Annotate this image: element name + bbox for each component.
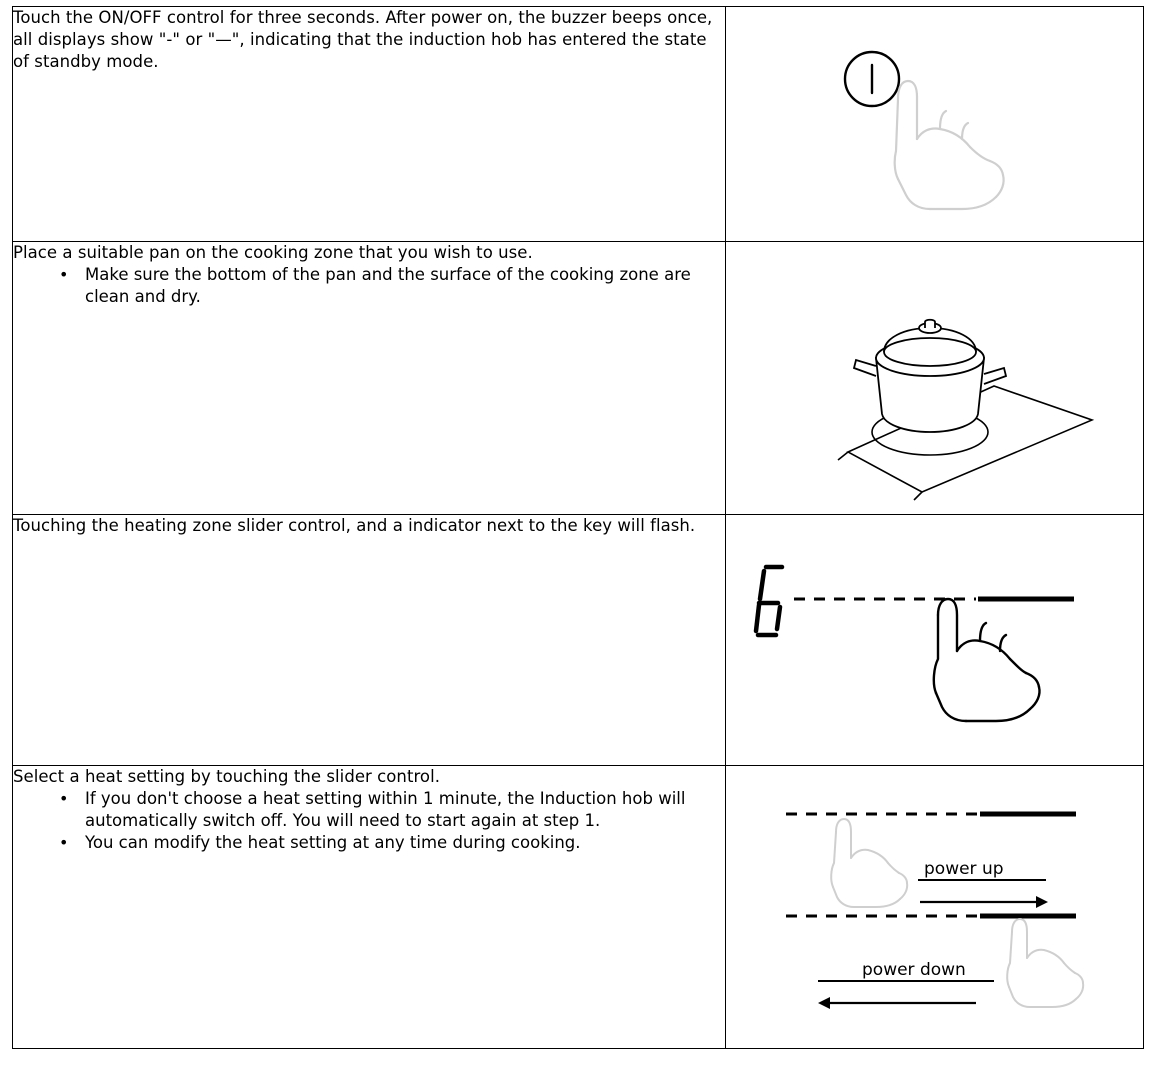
seven-segment-digit-icon — [756, 567, 782, 635]
instruction-steps-table — [12, 6, 1144, 1049]
arrow-right-icon — [918, 880, 1048, 908]
step-text-cell-touch-slider — [13, 515, 726, 766]
slider-touch-svg — [726, 515, 1143, 765]
step-text-power-on: Touch the ON/OFF control for three seconds. After power on, the buzzer beeps once, all displays show "-" or "—", indicating that the induction hob has entered the state of standby mode. — [13, 8, 713, 71]
on-off-touch-svg — [726, 7, 1143, 241]
figure-cell-power-on — [726, 7, 1144, 242]
document-page — [0, 6, 1155, 1067]
step-text-select-heat: Select a heat setting by touching the slider control. — [13, 767, 441, 786]
list-item: • If you don't choose a heat setting within 1 minute, the Induction hob will automatically switch off. You will need to start again at step 1. — [59, 788, 725, 832]
step-bullets-place-pan — [13, 264, 725, 308]
pot-with-lid-icon — [854, 320, 1006, 432]
step-text-place-pan: Place a suitable pan on the cooking zone that you wish to use. — [13, 243, 533, 262]
step-text-cell-power-on — [13, 7, 726, 242]
list-item: • Make sure the bottom of the pan and the surface of the cooking zone are clean and dry. — [59, 264, 725, 308]
figure-cell-touch-slider — [726, 515, 1144, 766]
step-bullets-select-heat — [13, 788, 725, 854]
slider-touch-figure — [726, 515, 1143, 765]
step-text-cell-place-pan — [13, 242, 726, 515]
on-off-touch-figure — [726, 7, 1143, 241]
step-text-cell-select-heat — [13, 766, 726, 1049]
pan-on-cooking-zone-figure — [726, 242, 1143, 514]
hand-finger-touch-icon — [934, 599, 1040, 721]
figure-cell-select-heat — [726, 766, 1144, 1049]
pan-on-cooking-zone-svg — [726, 242, 1143, 514]
table-row — [13, 766, 1144, 1049]
table-row — [13, 515, 1144, 766]
power-up-down-figure — [726, 766, 1143, 1048]
hand-finger-touch-icon — [1007, 919, 1083, 1007]
power-up-label: power up — [924, 859, 1004, 879]
arrow-left-icon — [818, 981, 994, 1009]
step-text-touch-slider: Touching the heating zone slider control, and a indicator next to the key will flash. — [13, 516, 696, 535]
power-up-down-svg — [726, 766, 1143, 1048]
power-symbol-icon — [845, 52, 899, 106]
figure-cell-place-pan — [726, 242, 1144, 515]
hand-finger-touch-icon — [895, 81, 1004, 209]
power-down-label: power down — [862, 960, 966, 980]
list-item: • You can modify the heat setting at any time during cooking. — [59, 832, 725, 854]
table-row — [13, 7, 1144, 242]
hand-finger-touch-icon — [831, 819, 907, 907]
table-row — [13, 242, 1144, 515]
